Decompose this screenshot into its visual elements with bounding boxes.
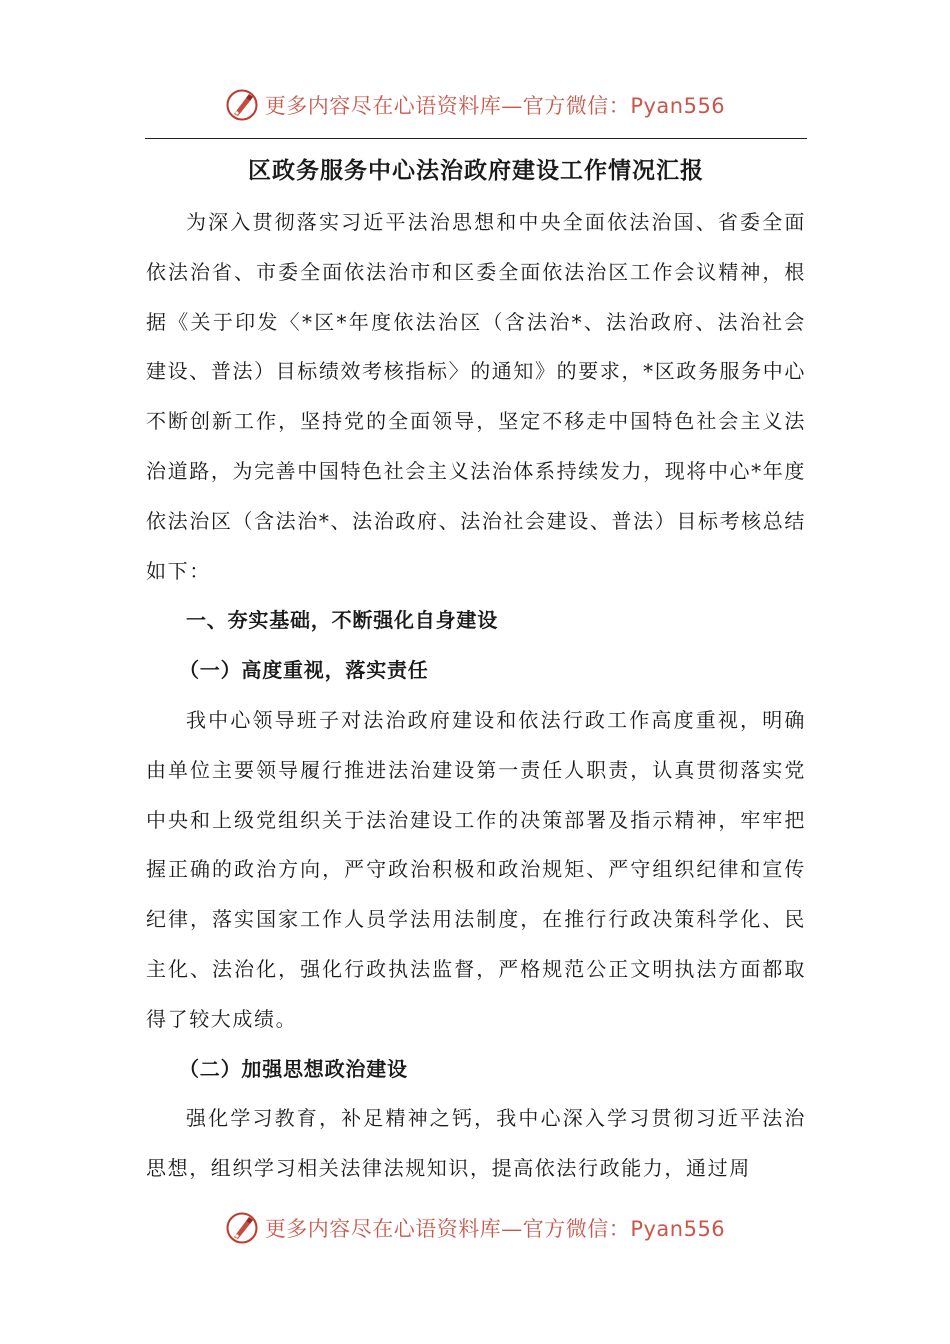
watermark-wechat-id: Pyan556 bbox=[630, 1217, 726, 1241]
subsection-1-heading: （一）高度重视，落实责任 bbox=[179, 658, 429, 683]
header-divider bbox=[145, 138, 807, 139]
intro-paragraph: 为深入贯彻落实习近平法治思想和中央全面依法治国、省委全面依法治省、市委全面依法治市和区委全面依法治区工作会议精神，根据《关于印发〈*区*年度依法治区（含法治*、法治政府、法治社会建设、普法）目标绩效考核指标〉的通知》的要求，*区政务服务中心不断创新工作，坚持党的全面领导，坚定不移走中国特色社会主义法治道路，为完善中国特色社会主义法治体系持续发力，现将中心*年度依法治区（含法治*、法治政府、法治社会建设、普法）目标考核总结如下： bbox=[146, 210, 806, 583]
subsection-1-paragraph: 我中心领导班子对法治政府建设和依法行政工作高度重视，明确由单位主要领导履行推进法治建设第一责任人职责，认真贯彻落实党中央和上级党组织关于法治建设工作的决策部署及指示精神，牢牢把握正确的政治方向，严守政治积极和政治规矩、严守组织纪律和宣传纪律，落实国家工作人员学法用法制度，在推行行政决策科学化、民主化、法治化，强化行政执法监督，严格规范公正文明执法方面都取得了较大成绩。 bbox=[146, 707, 806, 1031]
watermark-text: 更多内容尽在心语资料库—官方微信： bbox=[264, 1217, 631, 1241]
watermark-text: 更多内容尽在心语资料库—官方微信： bbox=[264, 94, 631, 118]
header-watermark bbox=[0, 80, 950, 130]
pen-nib-logo-icon bbox=[225, 1211, 259, 1245]
section-1-heading: 一、夯实基础，不断强化自身建设 bbox=[186, 608, 498, 633]
document-body bbox=[146, 148, 806, 1194]
pen-nib-logo-icon bbox=[225, 88, 259, 122]
footer-watermark bbox=[0, 1203, 950, 1253]
subsection-2-heading: （二）加强思想政治建设 bbox=[179, 1056, 408, 1081]
document-title: 区政务服务中心法治政府建设工作情况汇报 bbox=[248, 157, 704, 184]
watermark-wechat-id: Pyan556 bbox=[630, 94, 726, 118]
subsection-2-paragraph: 强化学习教育，补足精神之钙，我中心深入学习贯彻习近平法治思想，组织学习相关法律法规知识，提高依法行政能力，通过周 bbox=[146, 1106, 806, 1181]
